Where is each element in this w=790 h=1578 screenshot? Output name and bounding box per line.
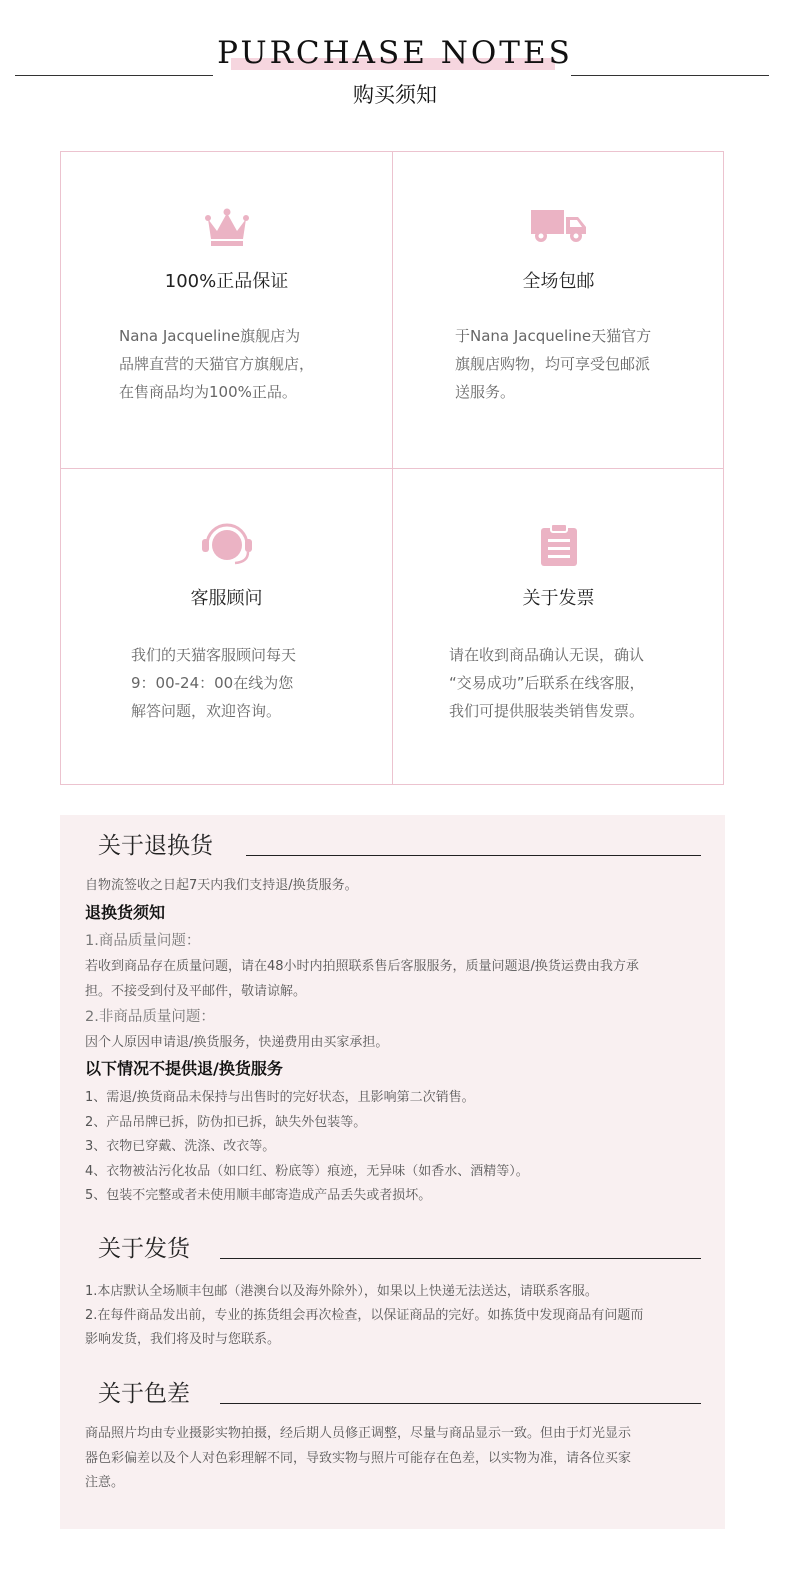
headset-icon <box>61 523 392 567</box>
feature-description <box>455 322 651 406</box>
returns-intro: 自物流签收之日起7天内我们支持退/换货服务。 <box>85 878 358 893</box>
color-line: 商品照片均由专业摄影实物拍摄，经后期人员修正调整，尽量与商品显示一致。但由于灯光显示 <box>85 1426 632 1441</box>
description-line: 解答问题，欢迎咨询。 <box>131 702 282 720</box>
feature-invoice <box>393 469 724 785</box>
exclusion-item: 2、产品吊牌已拆，防伪扣已拆，缺失外包装等。 <box>85 1115 367 1130</box>
shipping-line: 1.本店默认全场顺丰包邮（港澳台以及海外除外），如果以上快递无法送达，请联系客服。 <box>85 1284 598 1299</box>
feature-title: 100%正品保证 <box>164 271 289 292</box>
feature-title: 关于发票 <box>522 588 595 609</box>
description-line: 送服务。 <box>455 383 516 401</box>
feature-description <box>449 641 645 725</box>
color-line: 器色彩偏差以及个人对色彩理解不同，导致实物与照片可能存在色差，以实物为准，请各位买家 <box>85 1451 632 1466</box>
color-title-line <box>220 1403 701 1404</box>
header-line-left <box>15 75 213 76</box>
description-line: 在售商品均为100%正品。 <box>119 383 297 401</box>
feature-customer-service <box>61 469 392 785</box>
quality-issue-line: 担。不接受到付及平邮件，敬请谅解。 <box>85 984 307 999</box>
page-title-cn: 购买须知 <box>353 83 437 107</box>
quality-issue-title: 1.商品质量问题： <box>85 933 201 949</box>
exclusion-item: 1、需退/换货商品未保持与出售时的完好状态，且影响第二次销售。 <box>85 1090 475 1105</box>
color-line: 注意。 <box>85 1475 125 1490</box>
description-line: 于Nana Jacqueline天猫官方 <box>455 327 652 345</box>
feature-description <box>131 641 296 725</box>
feature-title: 客服顾问 <box>190 588 263 609</box>
feature-free-shipping <box>393 152 724 468</box>
shipping-section-title: 关于发货 <box>98 1236 190 1262</box>
feature-grid <box>60 151 724 785</box>
feature-authentic <box>61 152 392 468</box>
feature-title: 全场包邮 <box>522 271 595 292</box>
returns-section-title: 关于退换货 <box>98 833 213 859</box>
header <box>0 0 790 120</box>
description-line: 旗舰店购物，均可享受包邮派 <box>455 355 651 373</box>
shipping-line: 2.在每件商品发出前，专业的拣货组会再次检查，以保证商品的完好。如拣货中发现商品有问题而 <box>85 1308 644 1323</box>
exclusion-item: 5、包装不完整或者未使用顺丰邮寄造成产品丢失或者损坏。 <box>85 1188 432 1203</box>
description-line: 9：00-24：00在线为您 <box>131 674 294 692</box>
returns-notice-title: 退换货须知 <box>85 903 166 922</box>
non-quality-issue-title: 2.非商品质量问题： <box>85 1009 215 1025</box>
clipboard-icon <box>393 523 724 567</box>
shipping-title-line <box>220 1258 701 1259</box>
exclusion-item: 4、衣物被沾污化妆品（如口红、粉底等）痕迹，无异味（如香水、酒精等）。 <box>85 1164 529 1179</box>
shipping-line: 影响发货，我们将及时与您联系。 <box>85 1332 281 1347</box>
description-line: 请在收到商品确认无误，确认 <box>449 646 645 664</box>
description-line: “交易成功”后联系在线客服， <box>449 674 645 692</box>
color-section-title: 关于色差 <box>98 1381 190 1407</box>
policy-panel <box>60 815 725 1529</box>
header-line-right <box>571 75 769 76</box>
quality-issue-line: 若收到商品存在质量问题，请在48小时内拍照联系售后客服服务，质量问题退/换货运费由我方承 <box>85 959 639 974</box>
description-line: 我们的天猫客服顾问每天 <box>131 646 297 664</box>
exclusion-item: 3、衣物已穿戴、洗涤、改衣等。 <box>85 1139 276 1154</box>
truck-icon <box>393 208 724 244</box>
exclusions-title: 以下情况不提供退/换货服务 <box>85 1059 283 1078</box>
description-line: Nana Jacqueline旗舰店为 <box>119 327 301 345</box>
feature-description <box>119 322 314 406</box>
description-line: 我们可提供服装类销售发票。 <box>449 702 645 720</box>
description-line: 品牌直营的天猫官方旗舰店， <box>119 355 315 373</box>
non-quality-issue-line: 因个人原因申请退/换货服务，快递费用由买家承担。 <box>85 1035 389 1050</box>
crown-icon <box>61 207 392 247</box>
returns-title-line <box>246 855 701 856</box>
page-title-en: PURCHASE NOTES <box>217 35 573 71</box>
